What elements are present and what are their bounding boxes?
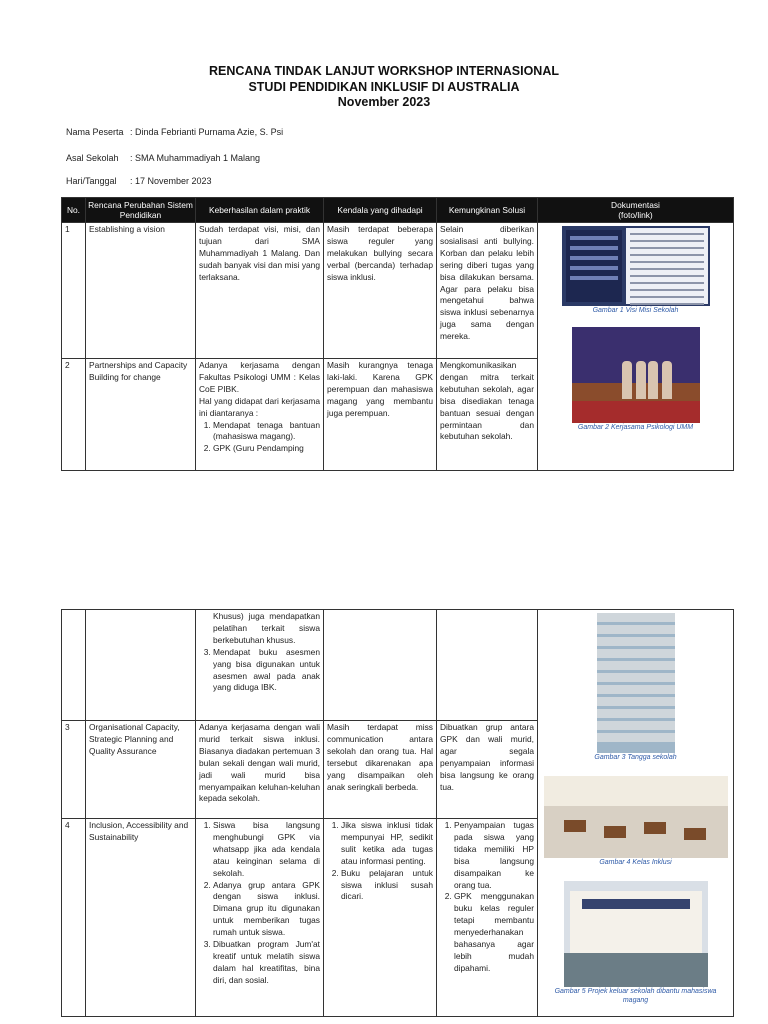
meta-value: : SMA Muhammadiyah 1 Malang — [130, 153, 261, 163]
header-dokumentasi — [538, 198, 734, 223]
cell-keberhasilan-continued — [196, 610, 324, 721]
table-row-2-continued — [62, 610, 734, 721]
header-dokumentasi-line-1: Dokumentasi — [611, 199, 660, 210]
cell-no: 1 — [62, 223, 86, 359]
cell-rencana: Partnerships and Capacity Building for change — [86, 359, 196, 471]
list-item: 1. Jika siswa inklusi tidak mempunyai HP, sedikit sulit ketika ada tugas atau informasi penting. — [341, 820, 433, 868]
caption-gambar-2: Gambar 2 Kerjasama Psikologi UMM — [577, 424, 694, 431]
header-dokumentasi-line-2: (foto/link) — [618, 210, 653, 220]
cell-keberhasilan: Sudah terdapat visi, misi, dan tujuan dari SMA Muhammadiyah 1 Malang. Dan sudah banyak visi dan misi yang terlaksana. — [196, 223, 324, 359]
header-no: No. — [62, 198, 86, 223]
cell-no: 4 — [62, 819, 86, 1017]
cell-solusi: Mengkomunikasikan dengan mitra terkait kebutuhan sekolah, agar bisa disediakan tenaga bantuan sesuai dengan permintaan dan kebutuhan sekolah. — [437, 359, 538, 471]
list-item: 2. GPK (Guru Pendamping — [213, 443, 320, 455]
kelas-inklusi-photo — [544, 776, 728, 858]
meta-nama — [66, 127, 283, 137]
caption-gambar-5: Gambar 5 Projek keluar sekolah dibantu mahasiswa magang — [554, 988, 717, 1004]
list-item: 2. GPK menggunakan buku kelas reguler tetapi membantu menyederhanakan bahasanya agar lebih mudah dipahami. — [454, 891, 534, 974]
cell-keberhasilan — [196, 819, 324, 1017]
meta-value: : Dinda Febrianti Purnama Azie, S. Psi — [130, 127, 284, 137]
meta-tanggal — [66, 176, 212, 186]
cell-solusi: Selain diberikan sosialisasi anti bullying. Korban dan pelaku lebih sering diberi tugas yang bisa dilakukan bersama. Agar para pelaku bisa mengetahui bahwa siswa inklusi sebenarnya juga sama dengan mereka. — [437, 223, 538, 359]
cell-solusi — [437, 819, 538, 1017]
cell-rencana: Inclusion, Accessibility and Sustainability — [86, 819, 196, 1017]
plan-table-page-2 — [61, 609, 734, 1017]
caption-gambar-3: Gambar 3 Tangga sekolah — [594, 754, 677, 761]
list-item: 1. Mendapat tenaga bantuan (mahasiswa magang). — [213, 420, 320, 444]
keberhasilan-sub: Hal yang didapat dari kerjasama ini diantaranya : — [199, 395, 320, 418]
meta-value: : 17 November 2023 — [130, 176, 212, 186]
list-item: 2. Adanya grup antara GPK dengan siswa inklusi. Dimana grup itu digunakan untuk memberikan tugas rumah untuk siswa. — [213, 880, 320, 940]
meta-sekolah — [66, 153, 260, 163]
visi-misi-photo — [562, 226, 710, 306]
document-title — [0, 64, 768, 111]
caption-gambar-1: Gambar 1 Visi Misi Sekolah — [592, 307, 679, 314]
list-item: 3. Mendapat buku asesmen yang bisa digunakan untuk asesmen awal pada anak yang diduga IBK. — [213, 647, 320, 695]
cell-rencana: Establishing a vision — [86, 223, 196, 359]
cell-rencana: Organisational Capacity, Strategic Planning and Quality Assurance — [86, 721, 196, 819]
tangga-photo — [597, 613, 675, 753]
keberhasilan-intro: Adanya kerjasama dengan Fakultas Psikologi UMM : Kelas CoE PIBK. — [199, 360, 320, 394]
list-item: 1. Penyampaian tugas pada siswa yang tidaka memiliki HP bisa langsung disampaikan ke orang tua. — [454, 820, 534, 891]
cell-no: 2 — [62, 359, 86, 471]
title-line-1: RENCANA TINDAK LANJUT WORKSHOP INTERNASIONAL — [209, 64, 559, 78]
list-item: 1. Siswa bisa langsung menghubungi GPK via whatsapp jika ada kendala atau keinginan selama di sekolah. — [213, 820, 320, 880]
meta-label: Nama Peserta — [66, 127, 124, 137]
meta-label: Hari/Tanggal — [66, 176, 117, 186]
meta-label: Asal Sekolah — [66, 153, 119, 163]
cell-dokumentasi-1-2 — [538, 223, 734, 471]
kerjasama-photo — [572, 327, 700, 423]
plan-table-page-1 — [61, 197, 734, 471]
list-item: 3. Dibuatkan program Jum'at kreatif untuk melatih siswa dalam hal kreatifitas, bina diri, dan sosial. — [213, 939, 320, 987]
title-line-2: STUDI PENDIDIKAN INKLUSIF DI AUSTRALIA — [248, 79, 520, 94]
table-header-row — [62, 198, 734, 223]
list-item: 2. Buku pelajaran untuk siswa inklusi susah dicari. — [341, 868, 433, 904]
header-rencana: Rencana Perubahan Sistem Pendidikan — [86, 198, 196, 223]
cell-no: 3 — [62, 721, 86, 819]
table-row-1 — [62, 223, 734, 359]
title-line-3: November 2023 — [337, 95, 431, 109]
keberhasilan-cont: Khusus) juga mendapatkan pelatihan terkait siswa berkebutuhan khusus. — [213, 611, 320, 645]
caption-gambar-4: Gambar 4 Kelas Inklusi — [599, 859, 672, 866]
cell-kendala: Masih kurangnya tenaga laki-laki. Karena GPK perempuan dan mahasiswa magang yang membantu juga perempuan. — [324, 359, 437, 471]
cell-kendala — [324, 819, 437, 1017]
header-kendala: Kendala yang dihadapi — [324, 198, 437, 223]
cell-keberhasilan — [196, 359, 324, 471]
cell-kendala: Masih terdapat miss communication antara sekolah dan orang tua. Hal tersebut dikarenakan apa yang disampaikan oleh anak seringkali berbeda. — [324, 721, 437, 819]
cell-dokumentasi-3-5 — [538, 610, 734, 1017]
header-solusi: Kemungkinan Solusi — [437, 198, 538, 223]
cell-solusi: Dibuatkan grup antara GPK dan wali murid, agar segala penyampaian informasi bisa langsung ke orang tua. — [437, 721, 538, 819]
cell-kendala: Masih terdapat beberapa siswa reguler yang melakukan bullying secara verbal (bercanda) terhadap siswa inklusi. — [324, 223, 437, 359]
projek-luar-photo — [564, 881, 708, 987]
cell-keberhasilan: Adanya kerjasama dengan wali murid terkait siswa inklusi. Biasanya diadakan pertemuan 3 bulan sekali dengan wali murid, jadi wali murid bisa menyampaikan keluhan-keluhan kepada sekolah. — [196, 721, 324, 819]
header-keberhasilan: Keberhasilan dalam praktik — [196, 198, 324, 223]
